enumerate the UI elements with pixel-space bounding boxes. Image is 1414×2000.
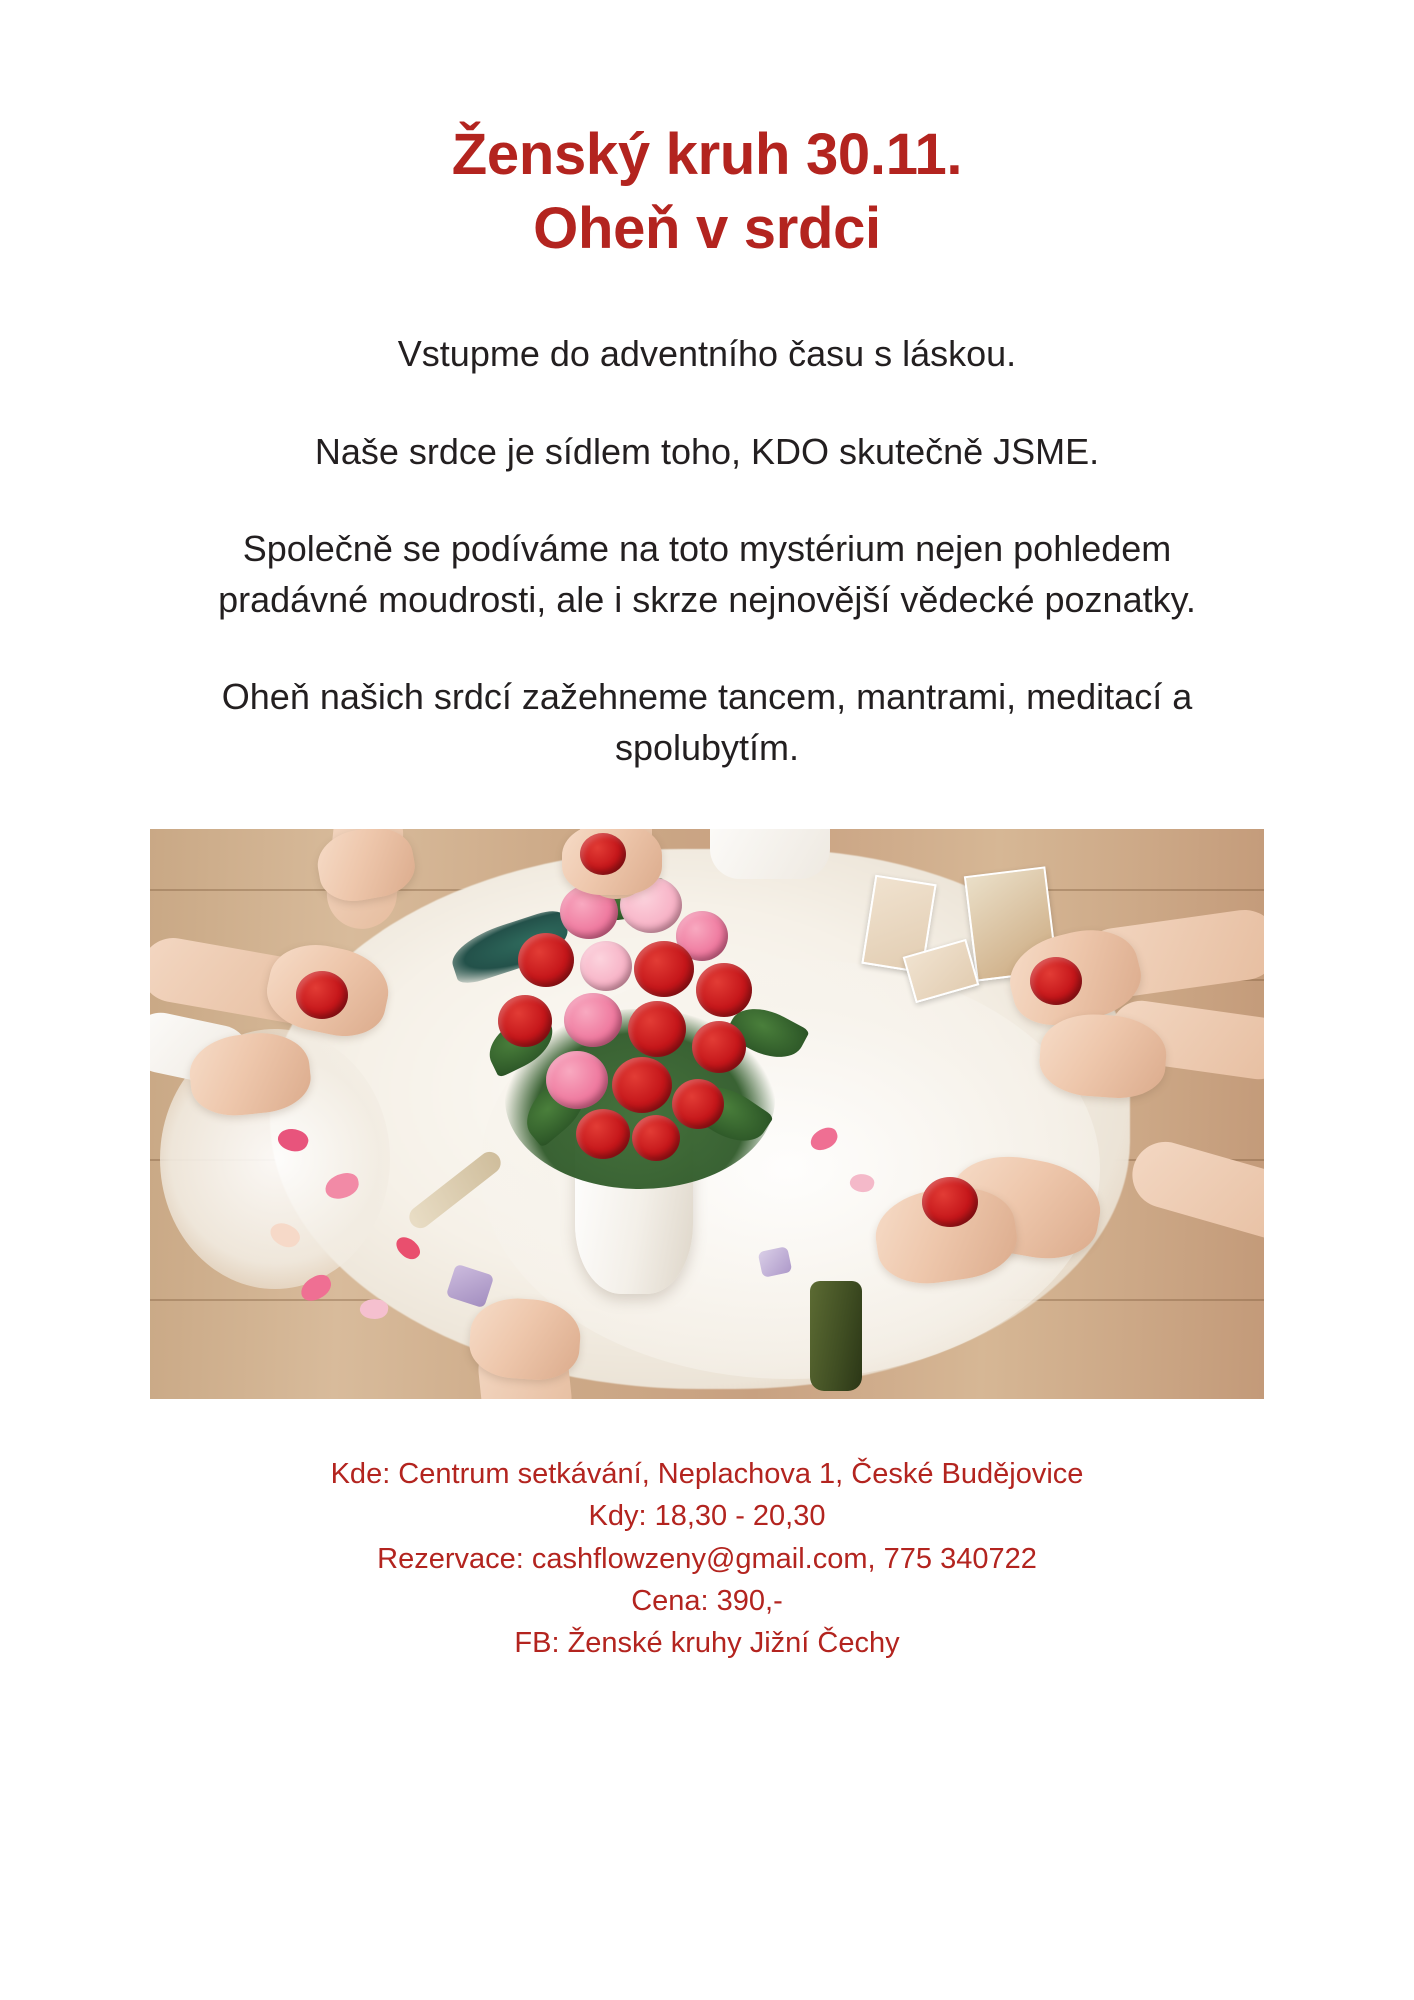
footer-price: Cena: 390,- — [631, 1585, 783, 1618]
red-rose — [672, 1079, 724, 1129]
rose-bouquet — [480, 871, 800, 1161]
red-rose — [498, 995, 552, 1047]
body-paragraph-4: Oheň našich srdcí zažehneme tancem, mantrami, meditací a spolubytím. — [221, 675, 1193, 769]
poster-title — [150, 0, 1264, 266]
footer-reservation: Rezervace: cashflowzeny@gmail.com, 775 340722 — [377, 1542, 1037, 1575]
body-paragraph-1: Vstupme do adventního času s láskou. — [397, 333, 1017, 375]
poster-body — [150, 328, 1264, 773]
red-rose — [1030, 957, 1082, 1005]
body-paragraph-2: Naše srdce je sídlem toho, KDO skutečně JSME. — [314, 430, 1100, 472]
sleeve — [710, 829, 830, 879]
red-rose — [692, 1021, 746, 1073]
red-rose — [922, 1177, 978, 1227]
red-rose — [634, 941, 694, 997]
pink-rose — [546, 1051, 608, 1109]
footer-facebook: FB: Ženské kruhy Jižní Čechy — [514, 1627, 900, 1660]
green-glass-bottle — [810, 1281, 862, 1391]
red-rose — [580, 833, 626, 875]
poster-footer — [150, 1453, 1264, 1665]
poster-image-wrapper — [150, 829, 1264, 1399]
red-rose — [628, 1001, 686, 1057]
footer-location: Kde: Centrum setkávání, Neplachova 1, České Budějovice — [330, 1458, 1084, 1491]
womens-circle-photo — [150, 829, 1264, 1399]
red-rose — [576, 1109, 630, 1159]
red-rose — [612, 1057, 672, 1113]
title-line-1: Ženský kruh 30.11. — [451, 122, 963, 187]
body-paragraph-3: Společně se podíváme na toto mystérium nejen pohledem pradávné moudrosti, ale i skrze nejnovější vědecké poznatky. — [218, 527, 1196, 620]
red-rose — [632, 1115, 680, 1161]
pink-rose — [564, 993, 622, 1047]
red-rose — [296, 971, 348, 1019]
light-pink-rose — [580, 941, 632, 991]
red-rose — [696, 963, 752, 1017]
red-rose — [518, 933, 574, 987]
title-line-2: Oheň v srdci — [533, 196, 881, 262]
footer-time: Kdy: 18,30 - 20,30 — [588, 1500, 826, 1533]
